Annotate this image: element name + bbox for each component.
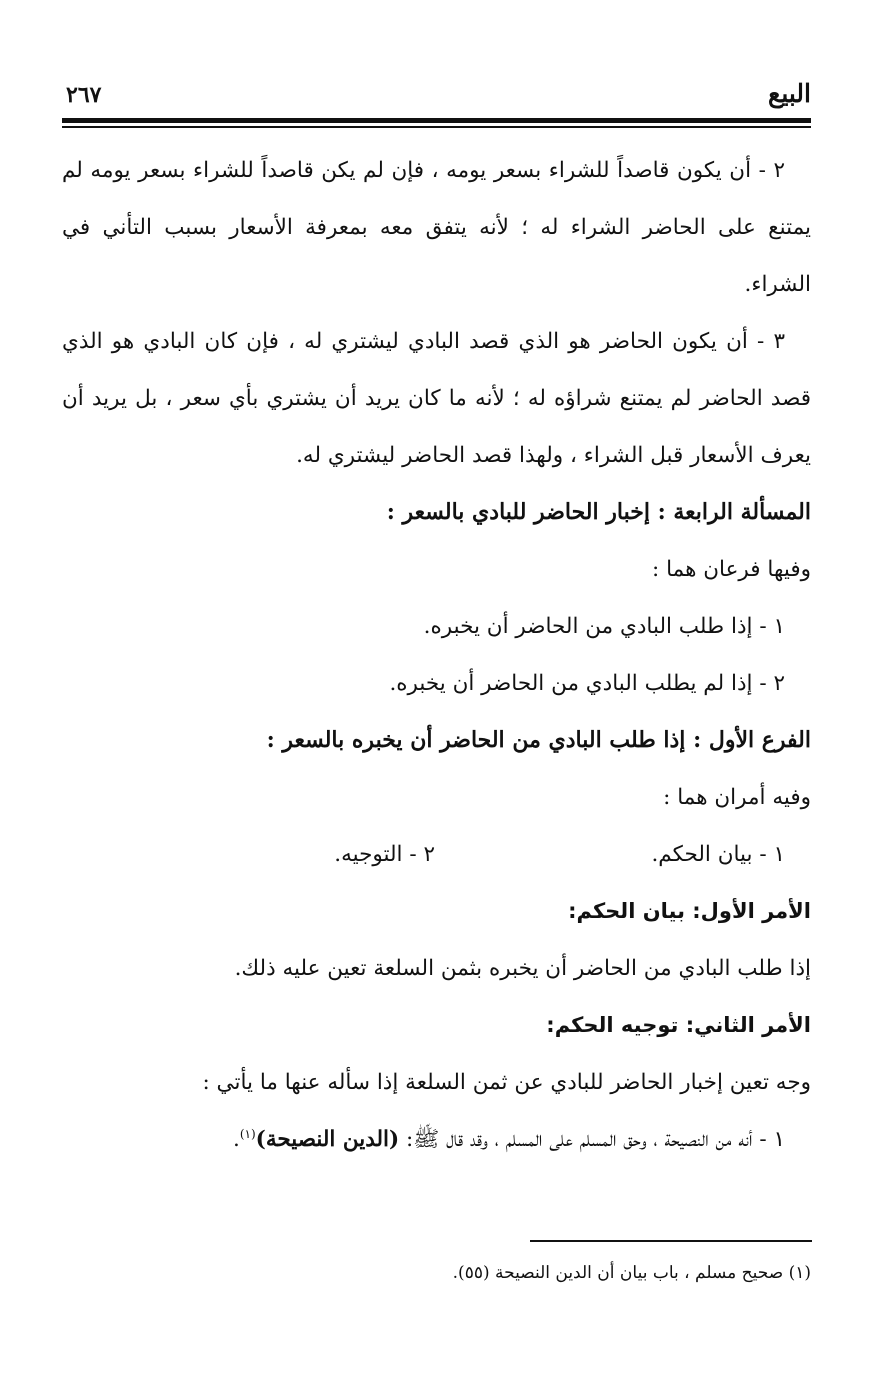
branch-item-1: ١ - إذا طلب البادي من الحاضر أن يخبره. bbox=[423, 614, 785, 639]
header-rule-thin bbox=[62, 126, 811, 128]
hadith-quote: (الدين النصيحة) bbox=[255, 1127, 400, 1152]
intro-matters: وفيه أمران هما : bbox=[663, 785, 811, 810]
heading-amr-2: الأمر الثاني: توجيه الحكم: bbox=[546, 1013, 811, 1037]
reason-1-end: . bbox=[232, 1127, 240, 1152]
header-rule-thick bbox=[62, 118, 811, 123]
matter-item-1: ١ - بيان الحكم. bbox=[651, 842, 785, 867]
reason-1-text: ١ - أنه من النصيحة ، وحق المسلم على المسلم ، وقد قال ﷺ: bbox=[399, 1127, 785, 1152]
chapter-title: البيع bbox=[768, 79, 811, 108]
page-number: ٢٦٧ bbox=[66, 82, 102, 108]
intro-branches: وفيها فرعان هما : bbox=[652, 557, 811, 582]
ruling-text: إذا طلب البادي من الحاضر أن يخبره بثمن السلعة تعين عليه ذلك. bbox=[234, 956, 811, 981]
branch-item-2: ٢ - إذا لم يطلب البادي من الحاضر أن يخبره. bbox=[389, 671, 785, 696]
page-body bbox=[62, 142, 811, 1168]
paragraph-condition-2: ٢ - أن يكون قاصداً للشراء بسعر يومه ، فإن لم يكن قاصداً للشراء بسعر يومه لم يمتنع على الحاضر الشراء له ؛ لأنه يتفق معه بمعرفة الأسعار بسبب التأني في الشراء. bbox=[62, 158, 811, 297]
heading-far-1: الفرع الأول : إذا طلب البادي من الحاضر أن يخبره بالسعر : bbox=[266, 727, 811, 753]
page-header bbox=[62, 74, 811, 118]
footnote-reference[interactable]: (١) bbox=[239, 1126, 256, 1141]
footnote-separator bbox=[530, 1240, 812, 1242]
matter-item-2: ٢ - التوجيه. bbox=[334, 842, 435, 867]
reason-intro: وجه تعين إخبار الحاضر للبادي عن ثمن السلعة إذا سأله عنها ما يأتي : bbox=[202, 1070, 811, 1095]
heading-amr-1: الأمر الأول: بيان الحكم: bbox=[568, 899, 811, 923]
reason-item-1 bbox=[62, 1111, 811, 1168]
paragraph-condition-3: ٣ - أن يكون الحاضر هو الذي قصد البادي ليشتري له ، فإن كان البادي هو الذي قصد الحاضر لم يمتنع شراؤه له ؛ لأنه ما كان يريد أن يشتري بأي سعر ، بل يريد أن يعرف الأسعار قبل الشراء ، ولهذا قصد الحاضر ليشتري له. bbox=[62, 329, 811, 468]
heading-masala-4: المسألة الرابعة : إخبار الحاضر للبادي بالسعر : bbox=[386, 499, 811, 525]
footnote-1: (١) صحيح مسلم ، باب بيان أن الدين النصيحة (٥٥). bbox=[452, 1263, 811, 1283]
matters-list bbox=[62, 826, 811, 883]
